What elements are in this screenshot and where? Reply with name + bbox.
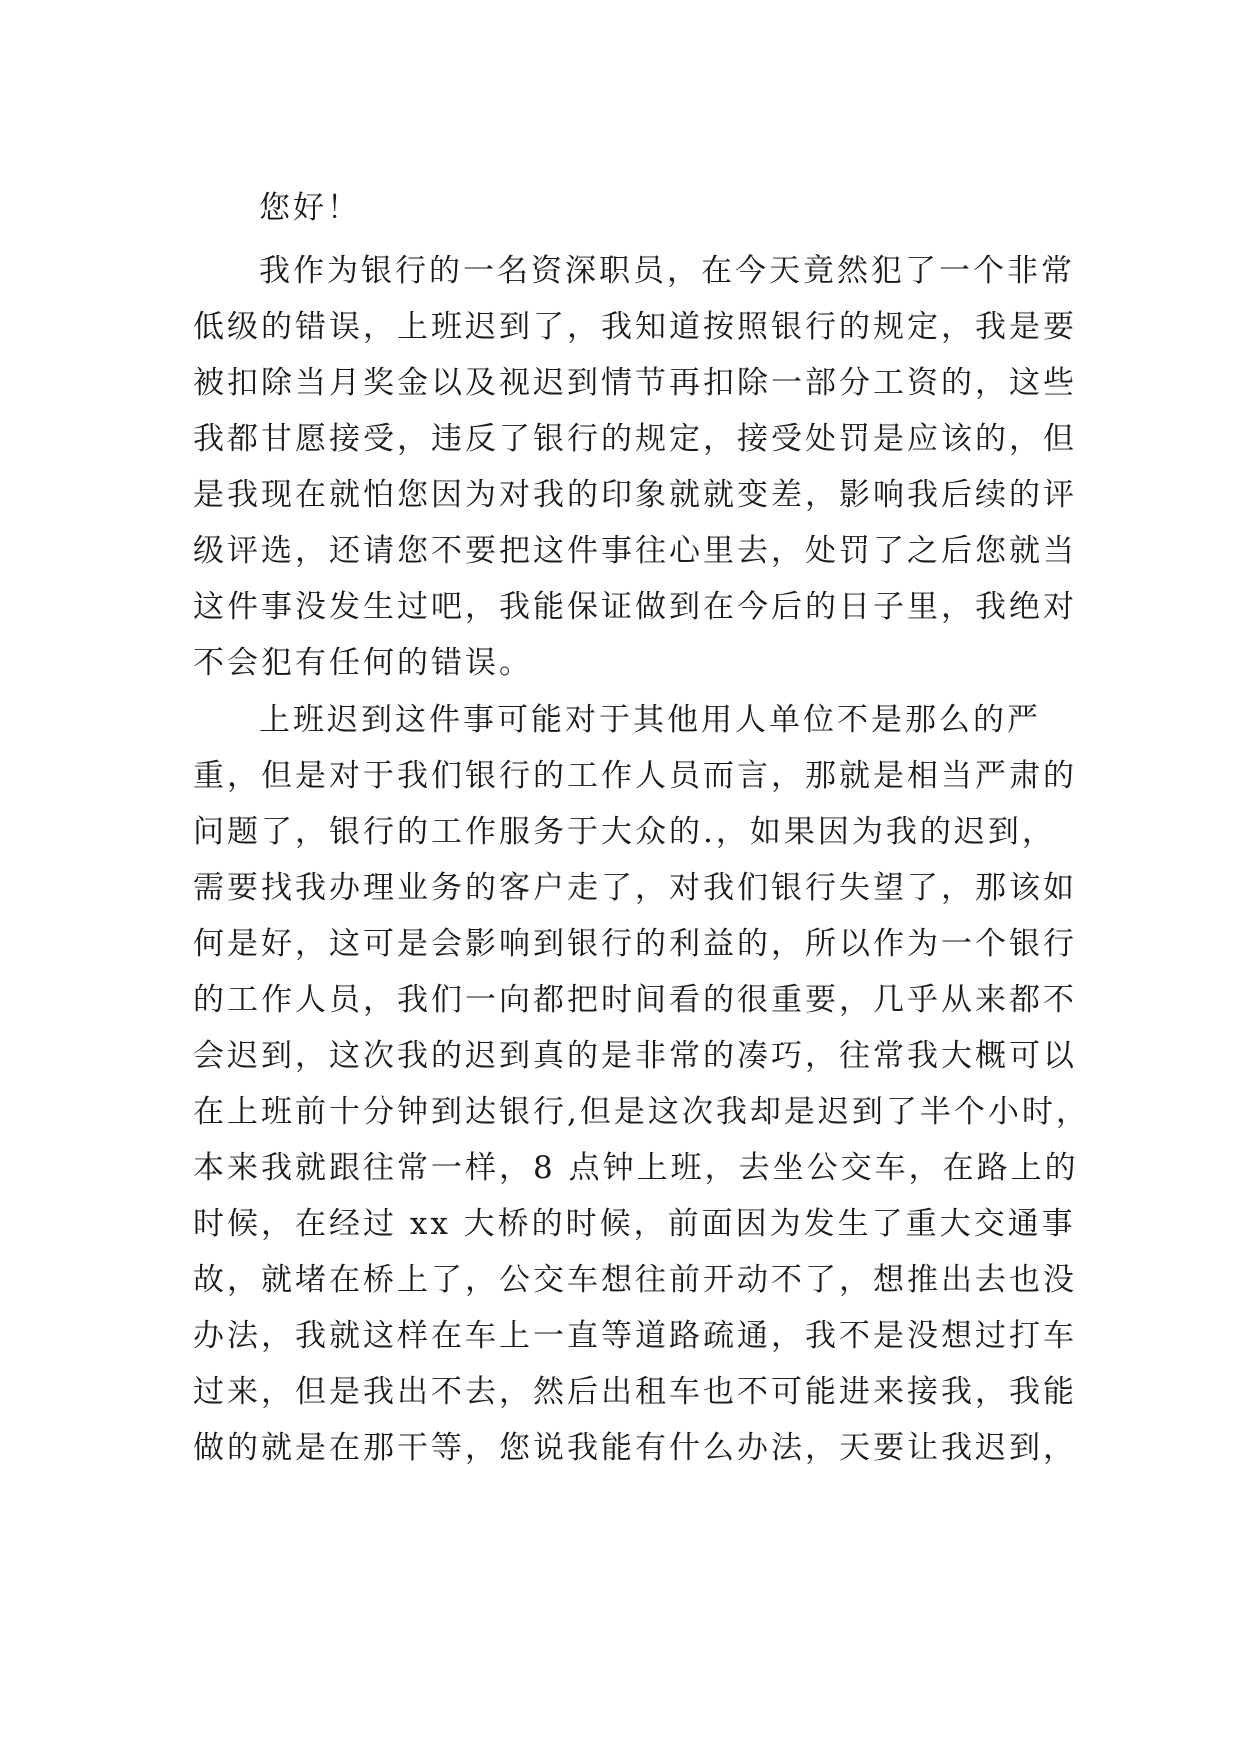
paragraph-line: 故，就堵在桥上了，公交车想往前开动不了，想推出去也没 <box>193 1262 1077 1298</box>
paragraph-line: 的工作人员，我们一向都把时间看的很重要，几乎从来都不 <box>193 982 1077 1018</box>
paragraph-line: 我都甘愿接受，违反了银行的规定，接受处罚是应该的，但 <box>193 421 1077 457</box>
paragraph-line: 本来我就跟往常一样，8 点钟上班，去坐公交车，在路上的 <box>193 1150 1079 1186</box>
paragraph-line: 上班迟到这件事可能对于其他用人单位不是那么的严 <box>259 702 1041 738</box>
paragraph-line: 问题了，银行的工作服务于大众的.，如果因为我的迟到， <box>193 814 1056 850</box>
paragraph-line: 会迟到，这次我的迟到真的是非常的凑巧，往常我大概可以 <box>193 1038 1077 1074</box>
paragraph-line: 是我现在就怕您因为对我的印象就就变差，影响我后续的评 <box>193 477 1077 513</box>
paragraph-line: 我作为银行的一名资深职员，在今天竟然犯了一个非常 <box>259 253 1075 289</box>
paragraph-line: 级评选，还请您不要把这件事往心里去，处罚了之后您就当 <box>193 533 1077 569</box>
paragraph-line: 这件事没发生过吧，我能保证做到在今后的日子里，我绝对 <box>193 589 1077 625</box>
paragraph-line: 被扣除当月奖金以及视迟到情节再扣除一部分工资的，这些 <box>193 365 1077 401</box>
paragraph-line: 过来，但是我出不去，然后出租车也不可能进来接我，我能 <box>193 1374 1077 1410</box>
paragraph-line: 重，但是对于我们银行的工作人员而言，那就是相当严肃的 <box>193 758 1077 794</box>
paragraph-line: 何是好，这可是会影响到银行的利益的，所以作为一个银行 <box>193 926 1077 962</box>
paragraph-line: 需要找我办理业务的客户走了，对我们银行失望了，那该如 <box>193 870 1077 906</box>
paragraph-line: 做的就是在那干等，您说我能有什么办法，天要让我迟到， <box>193 1430 1077 1466</box>
paragraph-line: 低级的错误，上班迟到了，我知道按照银行的规定，我是要 <box>193 309 1077 345</box>
paragraph-line: 时候，在经过 xx 大桥的时候，前面因为发生了重大交通事 <box>193 1206 1076 1242</box>
paragraph-line: 不会犯有任何的错误。 <box>193 645 533 681</box>
greeting-line: 您好！ <box>259 190 361 226</box>
paragraph-line: 在上班前十分钟到达银行,但是这次我却是迟到了半个小时， <box>193 1094 1090 1130</box>
paragraph-line: 办法，我就这样在车上一直等道路疏通，我不是没想过打车 <box>193 1318 1077 1354</box>
